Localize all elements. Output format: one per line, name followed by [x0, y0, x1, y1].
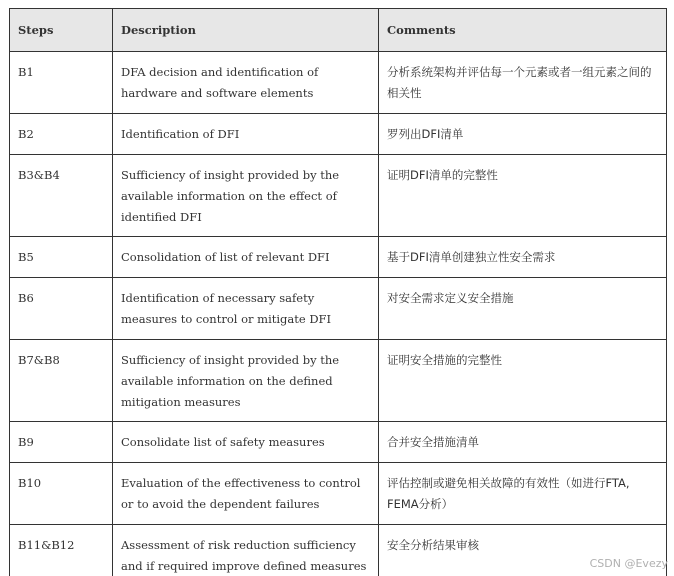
description-cell: Identification of necessary safety measures to control or mitigate DFI [113, 278, 379, 340]
header-steps: Steps [10, 9, 113, 52]
table-body [10, 52, 667, 576]
comment-cell: 对安全需求定义安全措施 [379, 278, 667, 340]
step-cell: B1 [10, 52, 113, 114]
comment-cell: 证明DFI清单的完整性 [379, 155, 667, 237]
table-row [10, 278, 667, 340]
table-row [10, 340, 667, 422]
step-cell: B3&B4 [10, 155, 113, 237]
table-row [10, 52, 667, 114]
header-description: Description [113, 9, 379, 52]
step-cell: B10 [10, 463, 113, 525]
comment-cell: 评估控制或避免相关故障的有效性（如进行FTA, FEMA分析） [379, 463, 667, 525]
step-cell: B5 [10, 237, 113, 278]
table-header [10, 9, 667, 52]
table-row [10, 237, 667, 278]
header-row [10, 9, 667, 52]
step-cell: B11&B12 [10, 525, 113, 576]
table-row [10, 155, 667, 237]
description-cell: Assessment of risk reduction sufficiency and if required improve defined measures [113, 525, 379, 576]
header-comments: Comments [379, 9, 667, 52]
table-row [10, 463, 667, 525]
description-cell: Sufficiency of insight provided by the available information on the defined mitigation measures [113, 340, 379, 422]
step-cell: B7&B8 [10, 340, 113, 422]
comment-cell: 基于DFI清单创建独立性安全需求 [379, 237, 667, 278]
step-cell: B6 [10, 278, 113, 340]
comment-cell: 证明安全措施的完整性 [379, 340, 667, 422]
description-cell: Evaluation of the effectiveness to control or to avoid the dependent failures [113, 463, 379, 525]
description-cell: DFA decision and identification of hardware and software elements [113, 52, 379, 114]
watermark: CSDN @Evezy [589, 557, 668, 570]
table-row [10, 422, 667, 463]
step-cell: B2 [10, 114, 113, 155]
dfa-steps-table [9, 8, 667, 576]
comment-cell: 分析系统架构并评估每一个元素或者一组元素之间的相关性 [379, 52, 667, 114]
table-row [10, 114, 667, 155]
comment-cell: 罗列出DFI清单 [379, 114, 667, 155]
comment-cell: 合并安全措施清单 [379, 422, 667, 463]
description-cell: Identification of DFI [113, 114, 379, 155]
table-row [10, 525, 667, 576]
description-cell: Consolidation of list of relevant DFI [113, 237, 379, 278]
step-cell: B9 [10, 422, 113, 463]
description-cell: Sufficiency of insight provided by the available information on the effect of identified DFI [113, 155, 379, 237]
description-cell: Consolidate list of safety measures [113, 422, 379, 463]
comment-cell: 安全分析结果审核 [379, 525, 667, 576]
